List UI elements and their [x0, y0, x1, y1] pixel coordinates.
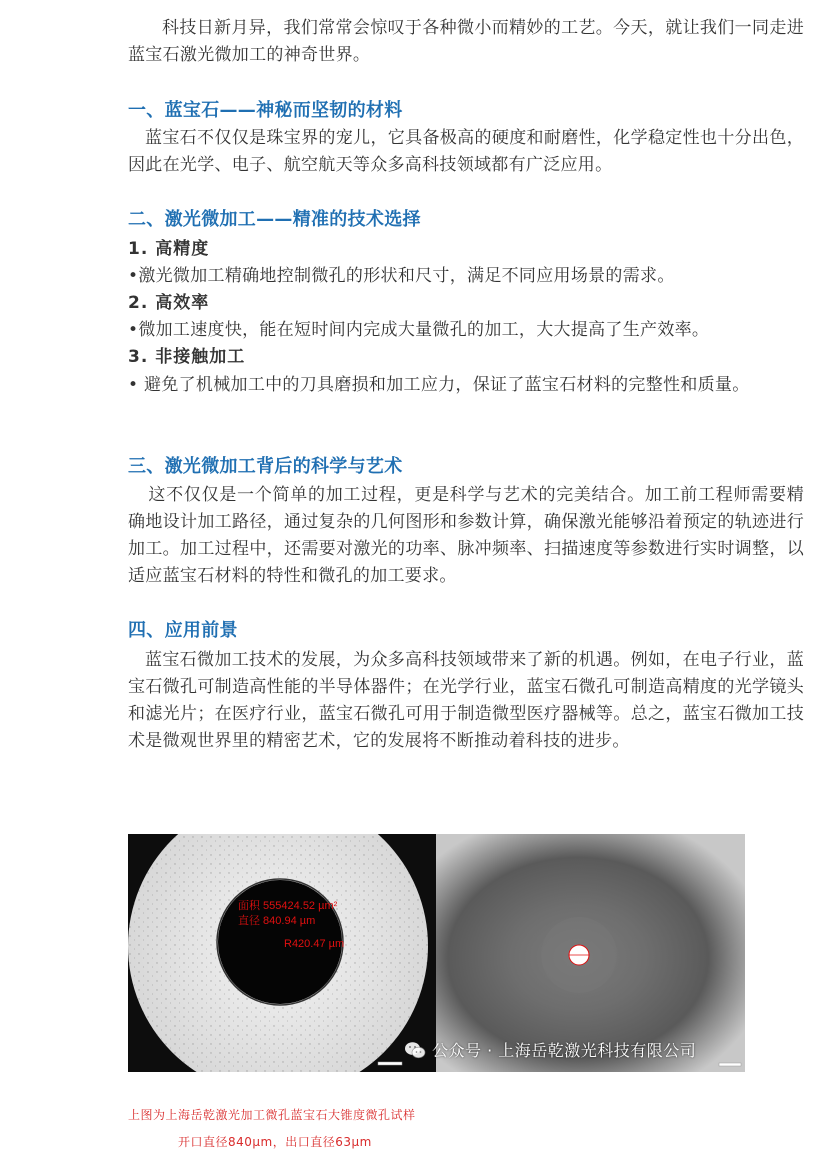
- item-2-title: 2. 高效率: [128, 293, 210, 313]
- diameter-label: 直径 840.94 µm: [238, 915, 316, 927]
- item-1-text: •激光微加工精确地控制微孔的形状和尺寸，满足不同应用场景的需求。: [128, 266, 675, 286]
- watermark-text: 公众号 · 上海岳乾激光科技有限公司: [432, 1041, 697, 1060]
- caption-line-2: 开口直径840μm，出口直径63μm: [178, 1135, 372, 1149]
- exit-hole-image: [436, 834, 745, 1072]
- radius-label: R420.47 µm: [284, 938, 345, 950]
- section-3-text: 这不仅仅是一个简单的加工过程，更是科学与艺术的完美结合。加工前工程师需要精确地设计加工路径，通过复杂的几何图形和参数计算，确保激光能够沿着预定的轨迹进行加工。加工过程中，还需要对激光的功率、脉冲频率、扫描速度等参数进行实时调整，以适应蓝宝石材料的特性和微孔的加工要求。: [128, 485, 804, 586]
- wechat-icon: [404, 1041, 426, 1059]
- entrance-hole-image: [128, 834, 436, 1072]
- section-1-heading: 一、蓝宝石——神秘而坚韧的材料: [128, 100, 403, 121]
- section-2-heading: 二、激光微加工——精准的技术选择: [128, 209, 421, 230]
- section-3-heading: 三、激光微加工背后的科学与艺术: [128, 456, 403, 477]
- caption-line-1: 上图为上海岳乾激光加工微孔蓝宝石大锥度微孔试样: [128, 1108, 416, 1122]
- intro-paragraph: 科技日新月异，我们常常会惊叹于各种微小而精妙的工艺。今天，就让我们一同走进蓝宝石激光微加工的神奇世界。: [128, 18, 804, 65]
- item-3-text: • 避免了机械加工中的刀具磨损和加工应力，保证了蓝宝石材料的完整性和质量。: [128, 375, 750, 395]
- area-label: 面积 555424.52 µm²: [238, 900, 338, 912]
- section-1-text: 蓝宝石不仅仅是珠宝界的宠儿，它具备极高的硬度和耐磨性，化学稳定性也十分出色，因此在光学、电子、航空航天等众多高科技领域都有广泛应用。: [128, 128, 804, 175]
- item-2-text: •微加工速度快，能在短时间内完成大量微孔的加工，大大提高了生产效率。: [128, 320, 710, 340]
- item-1-title: 1. 高精度: [128, 239, 210, 259]
- microhole-figure: [128, 834, 745, 1072]
- watermark: [404, 1038, 696, 1061]
- item-3-title: 3. 非接触加工: [128, 347, 246, 367]
- section-4-text: 蓝宝石微加工技术的发展，为众多高科技领域带来了新的机遇。例如，在电子行业，蓝宝石微孔可制造高性能的半导体器件；在光学行业，蓝宝石微孔可制造高精度的光学镜头和滤光片；在医疗行业，蓝宝石微孔可用于制造微型医疗器械等。总之，蓝宝石微加工技术是微观世界里的精密艺术，它的发展将不断推动着科技的进步。: [128, 650, 804, 751]
- section-4-heading: 四、应用前景: [128, 620, 238, 641]
